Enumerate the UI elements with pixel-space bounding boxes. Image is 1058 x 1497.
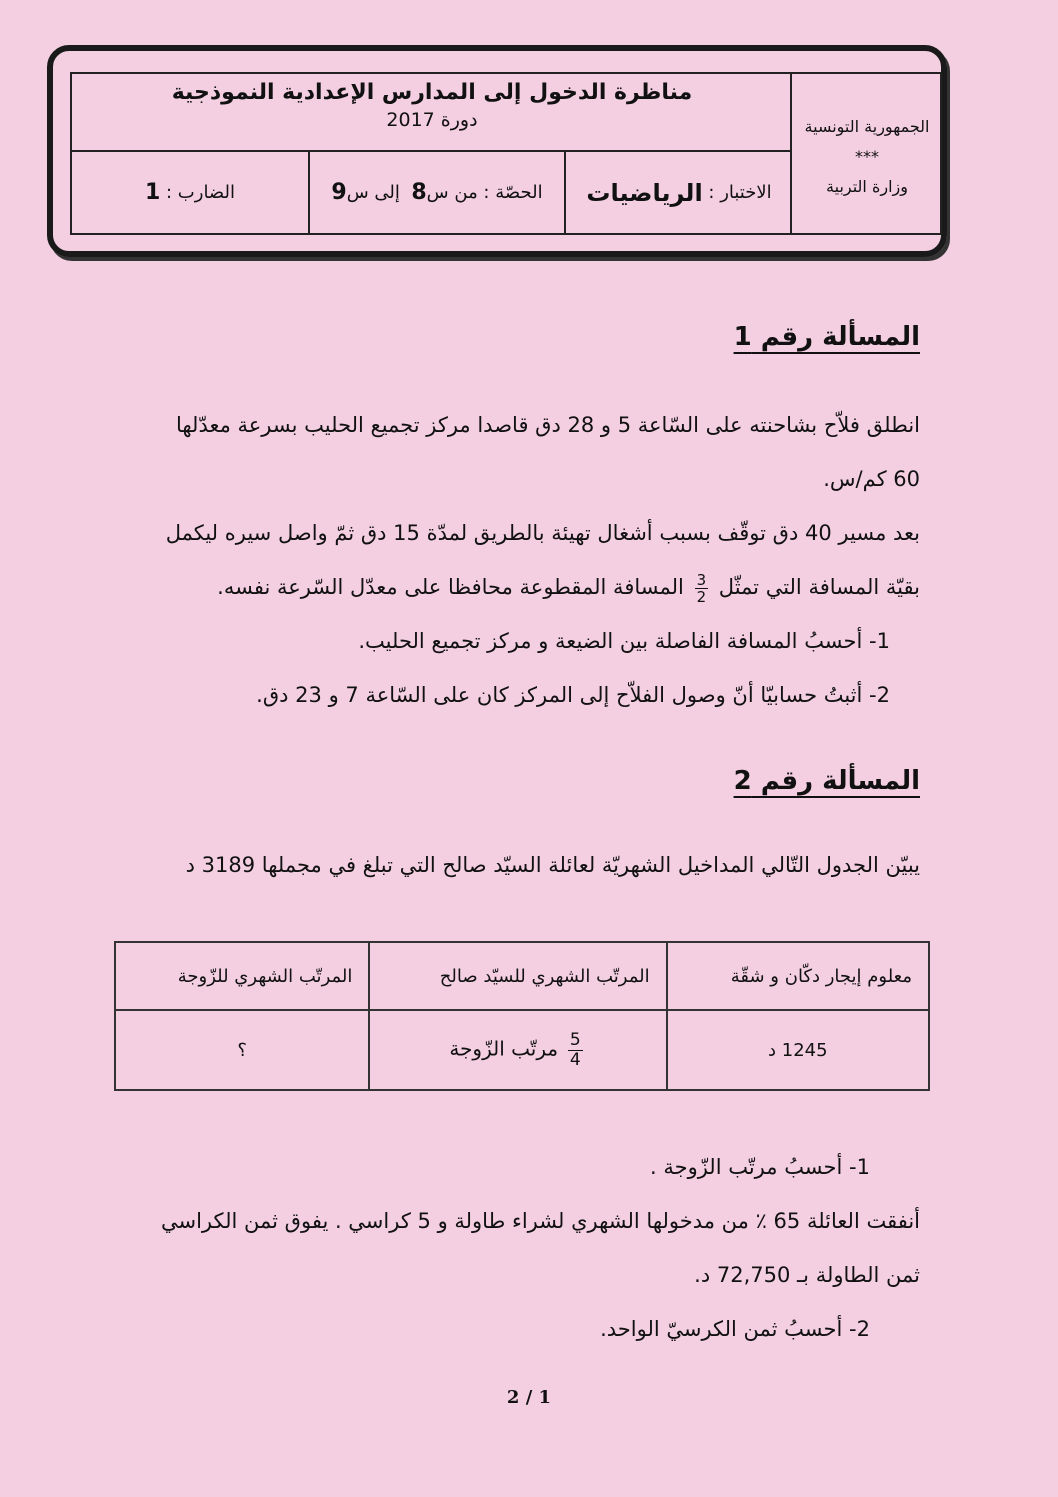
subject-label: الاختبار : (708, 182, 772, 203)
duration-label: الحصّة : من س (426, 182, 543, 203)
table-cell-wife-salary: ؟ (115, 1010, 369, 1090)
exam-session: دورة 2017 (386, 109, 478, 131)
problem2-title-block (60, 766, 920, 796)
problem2-line-a: أنفقت العائلة 65 ٪ من مدخولها الشهري لشراء طاولة و 5 كراسي . يفوق ثمن الكراسي (161, 1209, 920, 1233)
duration-to: 9 (331, 180, 347, 205)
republic-name: الجمهورية التونسية (804, 117, 930, 136)
problem1-text (60, 398, 920, 722)
page-number: 2 / 1 (506, 1387, 552, 1408)
problem2-title: المسألة رقم 2 (733, 766, 920, 796)
problem1-line2: 60 كم/س. (823, 467, 920, 491)
problem1-title-block (60, 322, 920, 352)
duration-cell (308, 152, 564, 233)
table-cell-rent: 1245 د (667, 1010, 929, 1090)
ministry-cell (792, 74, 942, 233)
problem2-question2: 2- أحسبُ ثمن الكرسيّ الواحد. (600, 1317, 870, 1341)
problem2-line-b: ثمن الطاولة بـ 72,750 د. (694, 1263, 920, 1287)
problem1-line3: بعد مسير 40 دق توقّف بسبب أشغال تهيئة بالطريق لمدّة 15 دق ثمّ واصل سيره ليكمل (165, 521, 920, 545)
table-header-husband-salary: المرتّب الشهري للسيّد صالح (369, 942, 666, 1010)
problem1-line4-end: المسافة المقطوعة محافظا على معدّل السّرعة نفسه. (217, 575, 684, 599)
problem1-line4 (60, 560, 920, 614)
problem1-question1: 1- أحسبُ المسافة الفاصلة بين الضيعة و مركز تجميع الحليب. (358, 629, 890, 653)
coefficient-label: الضارب : (166, 182, 236, 203)
fraction-denominator: 4 (569, 1049, 581, 1070)
table-header-rent: معلوم إيجار دكّان و شقّة (667, 942, 929, 1010)
table-header-row (115, 942, 929, 1010)
exam-title-cell (72, 74, 792, 152)
fraction-numerator: 5 (569, 1029, 581, 1050)
ministry-name: وزارة التربية (826, 177, 908, 196)
coefficient-cell (72, 152, 308, 233)
ministry-stars: *** (855, 147, 879, 166)
fraction-denominator: 2 (696, 587, 707, 606)
problem1-line1: انطلق فلاّح بشاحنته على السّاعة 5 و 28 دق قاصدا مركز تجميع الحليب بسرعة معدّلها (175, 413, 920, 437)
table-cell-husband-salary (369, 1010, 666, 1090)
fraction-numerator: 3 (696, 570, 707, 589)
subject-cell (564, 152, 792, 233)
duration-to-label: إلى س (346, 182, 400, 203)
problem1-line4-start: بقيّة المسافة التي تمثّل (718, 575, 920, 599)
problem1-question2: 2- أثبتُ حسابيّا أنّ وصول الفلاّح إلى المركز كان على السّاعة 7 و 23 دق. (256, 683, 890, 707)
fraction (568, 1031, 583, 1070)
fraction (695, 572, 709, 605)
problem2-intro: يبيّن الجدول التّالي المداخيل الشهريّة لعائلة السيّد صالح التي تبلغ في مجملها 3189 د (185, 853, 920, 877)
problem2-questions (60, 1140, 920, 1356)
coefficient-value: 1 (144, 180, 161, 205)
subject-name: الرياضيات (586, 178, 703, 207)
table-header-wife-salary: المرتّب الشهري للزّوجة (115, 942, 369, 1010)
salary-expression: مرتّب الزّوجة (449, 1036, 559, 1060)
table-row (115, 1010, 929, 1090)
problem2-question1: 1- أحسبُ مرتّب الزّوجة . (649, 1155, 870, 1179)
income-table (114, 941, 930, 1091)
problem1-title: المسألة رقم 1 (733, 322, 920, 352)
header-table (70, 72, 942, 235)
duration-from: 8 (411, 180, 427, 205)
problem2-intro-block (60, 838, 920, 892)
exam-title: مناظرة الدخول إلى المدارس الإعدادية النموذجية (171, 80, 693, 105)
